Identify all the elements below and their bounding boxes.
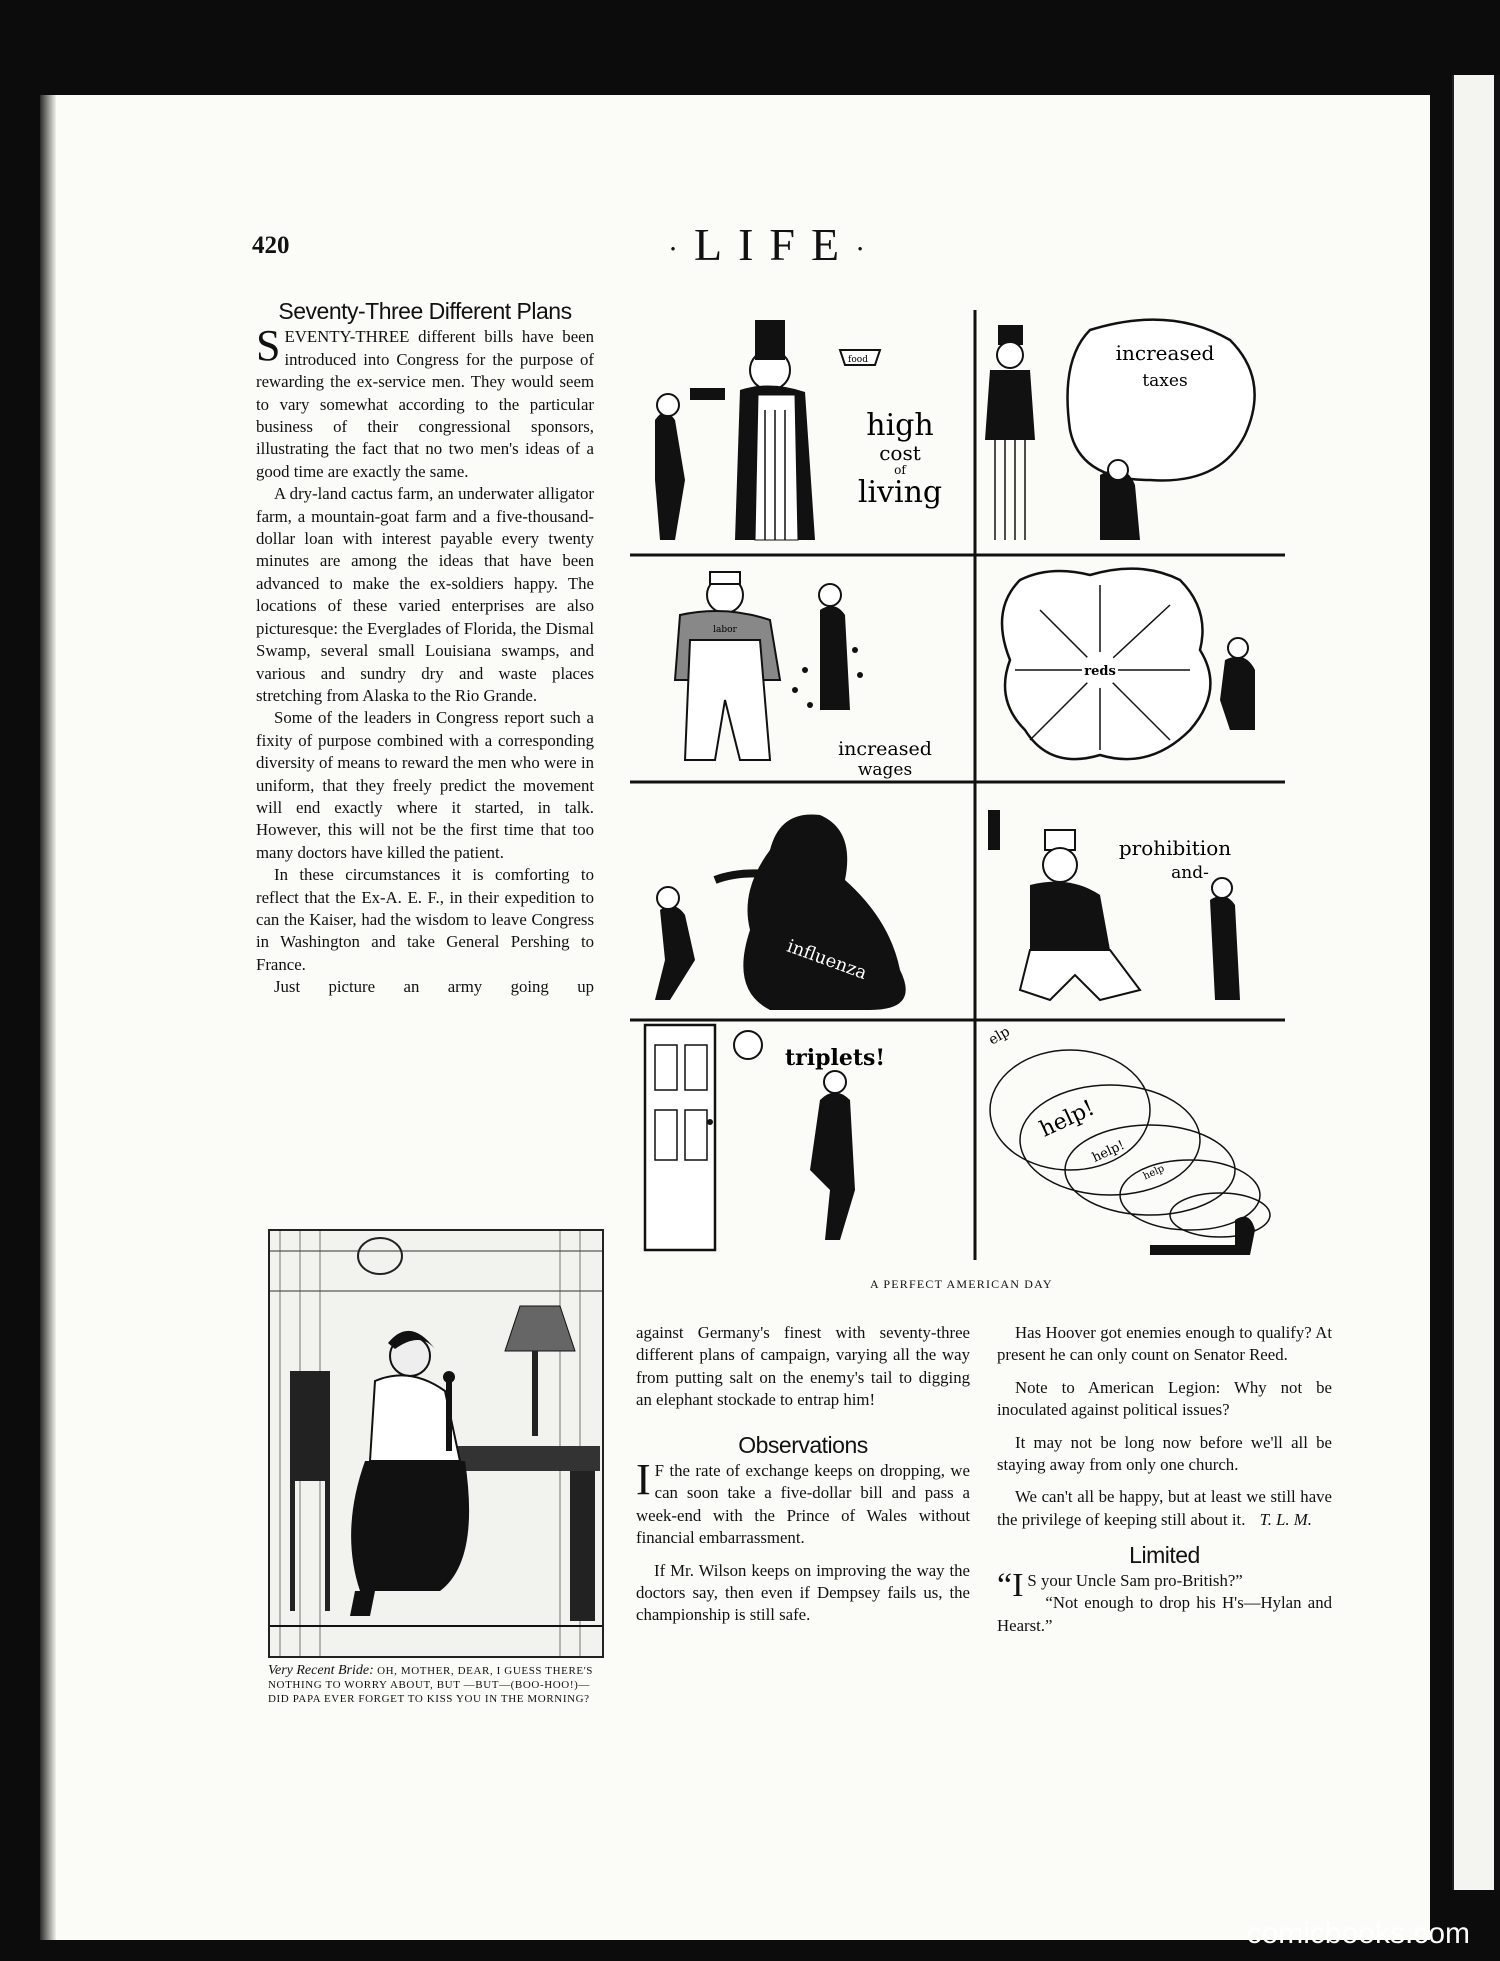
label-influenza: influenza	[784, 935, 870, 984]
label-high: high	[866, 408, 934, 443]
bride-cartoon-caption	[268, 1664, 600, 1706]
strip-caption: A PERFECT AMERICAN DAY	[870, 1277, 1053, 1291]
observations-paragraph: If Mr. Wilson keeps on improving the way the doctors say, then even if Dempsey fails us, the championship is still safe.	[636, 1560, 970, 1625]
drop-cap: S	[256, 321, 281, 371]
article-paragraph: Some of the leaders in Congress report such a fixity of purpose combined with a corresponding diversity of means to reward the men who were in uniform, that they freely predict the movement will end exactly where it started, in talk. However, this will not be the first time that too many doctors have killed the patient.	[256, 708, 594, 862]
label-increased-taxes-2: taxes	[1142, 371, 1188, 391]
label-prohibition-1: prohibition	[1118, 836, 1232, 860]
article-title: Seventy-Three Different Plans	[278, 298, 572, 324]
article-seventy-three-plans	[256, 300, 594, 999]
observations-paragraph: We can't all be happy, but at least we still have the privilege of keeping still about it.	[997, 1487, 1332, 1529]
label-help-small: help!	[1090, 1137, 1127, 1166]
page-number: 420	[252, 232, 290, 259]
label-elp: elp	[986, 1023, 1013, 1049]
label-prohibition-2: and-	[1171, 863, 1209, 883]
label-of: of	[894, 463, 906, 477]
label-food: food	[848, 355, 868, 365]
article-continued: against Germany's finest with seventy-three different plans of campaign, varying all the way from putting salt on the enemy's tail to digging an elephant stockade to entrap him!	[636, 1323, 970, 1410]
article-paragraph: SEVENTY-THREE different bills have been introduced into Congress for the purpose of rewarding the ex-service men. They would seem to vary somewhat according to the particular business of their congressional sponsors, illustrating the fact that no two men's ideas of a good time are exactly the same.	[256, 321, 594, 481]
limited-question: “I S your Uncle Sam pro-British?”	[997, 1567, 1243, 1605]
adjacent-page-edge	[1452, 75, 1500, 1890]
observations-paragraph: It may not be long now before we'll all be staying away from only one church.	[997, 1432, 1332, 1475]
label-reds: reds	[1084, 664, 1116, 679]
watermark: comicbooks.com	[1246, 1917, 1470, 1950]
observations-title: Observations	[738, 1431, 868, 1458]
panel-influenza	[655, 814, 906, 1010]
caption-text: OH, MOTHER, DEAR, I GUESS THERE'S NOTHING TO WORRY ABOUT, BUT —BUT—(BOO-HOO!)—DID PAPA EVER FORGET TO KISS YOU IN THE MORNING?	[268, 1665, 594, 1705]
observations-paragraph: Note to American Legion: Why not be inoculated against political issues?	[997, 1377, 1332, 1420]
caption-speaker: Very Recent Bride:	[268, 1663, 374, 1678]
comic-strip	[630, 310, 1285, 1260]
label-cost: cost	[879, 441, 921, 465]
middle-column	[636, 1322, 970, 1627]
drop-cap: “I	[997, 1567, 1024, 1605]
panel-prohibition	[988, 810, 1240, 1000]
limited-title: Limited	[1129, 1541, 1200, 1568]
panel-reds	[1002, 569, 1255, 760]
panel-increased-taxes	[985, 320, 1255, 540]
label-labor: labor	[713, 625, 737, 635]
limited-answer: “Not enough to drop his H's—Hylan and Hearst.”	[997, 1593, 1332, 1635]
label-help-tiny: help	[1141, 1163, 1167, 1183]
label-living: living	[857, 475, 943, 510]
label-help-big: help!	[1036, 1095, 1099, 1143]
article-paragraph: Just picture an army going up	[274, 977, 594, 997]
observations-paragraph: I F the rate of exchange keeps on dropping, we can soon take a five-dollar bill and pass a week-end with the Prince of Wales without financial embarrassment.	[636, 1455, 970, 1548]
observations-paragraph: Has Hoover got enemies enough to qualify? At present he can only count on Senator Reed.	[997, 1323, 1332, 1365]
panel-triplets	[645, 1025, 885, 1250]
label-increased-taxes-1: increased	[1115, 341, 1215, 365]
label-increased-wages-1: increased	[838, 738, 932, 760]
masthead-title: LIFE	[694, 219, 856, 270]
panel-increased-wages	[675, 572, 932, 780]
bride-cartoon-illustration	[268, 1229, 604, 1658]
signature: T. L. M.	[1259, 1510, 1312, 1530]
label-increased-wages-2: wages	[857, 760, 913, 780]
right-column	[997, 1322, 1332, 1637]
drop-cap: I	[636, 1455, 651, 1505]
masthead: ·LIFE·	[668, 219, 882, 270]
panel-help	[986, 1024, 1270, 1255]
article-paragraph: A dry-land cactus farm, an underwater alligator farm, a mountain-goat farm and a five-thousand-dollar loan with interest payable every twenty minutes are among the ideas that have been advanced to make the ex-soldiers happy. The locations of these varied enterprises are also picturesque: the Everglades of Florida, the Dismal Swamp, several small Louisiana swamps, and various and sundry dry and waste places stretching from Alaska to the Rio Grande.	[256, 484, 594, 705]
label-triplets: triplets!	[784, 1045, 886, 1071]
panel-high-cost-of-living	[655, 320, 942, 540]
article-paragraph: In these circumstances it is comforting to reflect that the Ex-A. E. F., in their expedition to can the Kaiser, had the wisdom to leave Congress in Washington and take General Pershing to France.	[256, 865, 594, 974]
